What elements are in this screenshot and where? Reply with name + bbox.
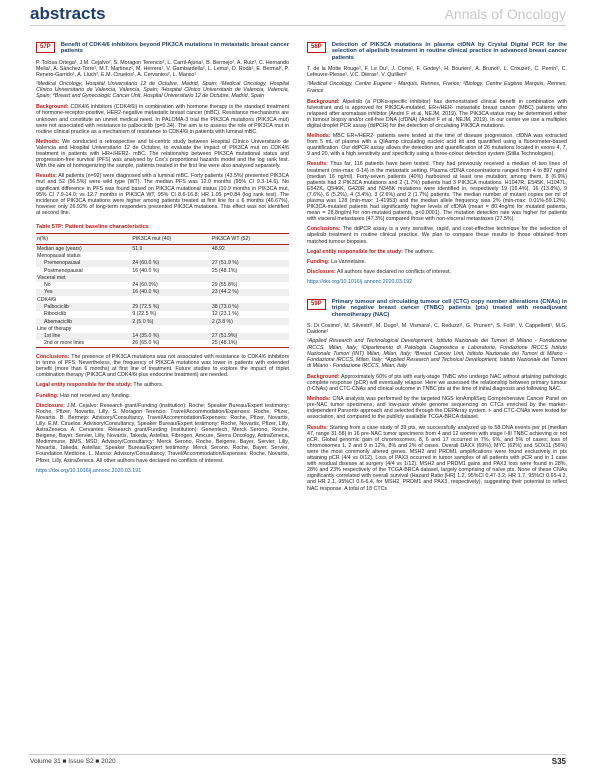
table-row [36, 340, 289, 348]
value-cell [211, 296, 289, 303]
data-table [36, 233, 289, 348]
footer-issue: Issue S2 [68, 758, 94, 765]
doi-link[interactable]: https://doi.org/10.1016/j.annonc.2020.03.192 [307, 278, 413, 285]
funding-text: Has not received any funding. [60, 392, 131, 399]
legal-entity-text: The authors. [133, 382, 164, 389]
methods-label: Methods: [36, 138, 60, 145]
funding [307, 259, 567, 265]
row-label-cell: Menopausal status [37, 253, 81, 260]
conclusions-text: The presence of PIK3CA mutations was not associated with resistance to CDK4/6 inhibitors in terms of PFS. Nevertheless, the frequency of PIK3CA mutations was lower in patients with extended benefit (more than 6 months) at first line of treatment. Future studies to explore the impact of triplet combination therapy (PIK3CA and CDK4/6i plus endocrine treatment) are needed. [36, 354, 289, 379]
legal-entity-text: The authors. [404, 248, 435, 255]
affiliations: ¹Medical Oncology, Centre Eugene - Marquis, Rennes, France; ²Biology, Centre Eugène Marquis, Rennes, France [307, 81, 567, 94]
results-section [36, 173, 289, 216]
table-header-cell: PIK3CA WT (52) [211, 234, 289, 245]
value-cell: 48.92 [211, 245, 289, 253]
value-cell [131, 325, 210, 332]
value-cell: 2 (3.8 %) [211, 318, 289, 325]
abstract-57p-header [36, 42, 289, 55]
disclosure [307, 269, 567, 275]
footer-separator: ■ [95, 758, 100, 765]
value-cell: 38 (73.0 %) [211, 303, 289, 310]
background-text: Approximately 60% of pts with early-stage TNBC who undergo NAC without attaining pathologic complete response (pCR) will eventually relapse. Here we assessed the relationship between primary tumour (t-CNAs) and CTC-CNAs and clinical outcome in TNBC pts at the time of initial diagnosis and following NAC. [307, 373, 567, 393]
section-title: abstracts [30, 4, 106, 23]
table-title: Table 57P: Patient baseline characteristics [36, 223, 149, 230]
table-row [36, 318, 289, 325]
abstract-title: Primary tumour and circulating tumour cell (CTC) copy number alterations (CNAs) in triple negative breast cancer (TNBC) patients (pts) treated with neoadjuvant chemotherapy (NAC) [331, 299, 567, 318]
row-label-cell: Abemaciclib [36, 318, 131, 325]
table-row [36, 282, 289, 289]
row-label-cell: Median age (years) [36, 245, 131, 253]
results-label: Results: [307, 161, 328, 168]
table-row [36, 260, 289, 267]
abstract-58p-header [307, 42, 567, 61]
abstract-id-badge: 57P [36, 42, 55, 53]
funding [36, 393, 289, 399]
value-cell: 27 (51.9%) [211, 333, 289, 340]
value-cell: 24 (60.0%) [132, 282, 158, 289]
background-section [307, 99, 567, 129]
row-label-cell: Postmenopausal [44, 267, 83, 274]
footer-divider [30, 754, 566, 755]
value-cell: 12 (23.1 %) [211, 311, 239, 318]
patient-characteristics-table [36, 224, 289, 348]
disclosure-label: Disclosure: [36, 402, 65, 409]
funding-label: Funding: [36, 392, 59, 399]
value-cell: 23 (44.2 %) [211, 289, 289, 296]
value-cell [211, 252, 289, 259]
value-cell: 51.9 [131, 245, 210, 253]
conclusions-label: Conclusions: [36, 354, 70, 361]
methods-label: Methods: [307, 133, 331, 140]
table-row [36, 252, 289, 259]
author-list: S. Di Cosimo¹, M. Silvestri², M. Dugo³, M. Vismara¹, C. Reduzzi¹, G. Pruneri⁴, S. Folli⁵, V. Cappelletti¹, M.G. Daidone¹ [307, 323, 567, 336]
background-section [307, 374, 567, 392]
disclosure [36, 403, 289, 464]
conclusions-section [307, 226, 567, 244]
table-row [36, 303, 289, 310]
value-cell: 27 (51.9 %) [211, 260, 289, 267]
background-label: Background: [307, 373, 340, 380]
table-row [36, 245, 289, 253]
methods-section [307, 133, 567, 157]
journal-name: Annals of Oncology [444, 6, 566, 22]
background-label: Background: [36, 104, 69, 111]
background-label: Background: [307, 98, 340, 105]
background-text: CDK4/6 inhibitors (CDK4/6i) in combination with hormone therapy is the standard treatment of hormone-receptor-positive, HER2-negative metastatic breast cancer (mBC). Resistance mechanisms are unknown and constitute an unmet medical need. In PALOMA-3 trial the PIK3CA mutations (PIK3CA mut) were not associated with resistance to palbociclib (p=0.34). The aim is to assess the role of PIK3CA mut in routine clinical practice as a mechanism of resistance to CDK4/6i in patients with luminal mBC. [36, 104, 289, 135]
background-section [36, 104, 289, 134]
affiliations: ¹Applied Research and Technological Development, Istituto Nazionale dei Tumori di Milano - Fondazione IRCCS, Milan, Italy; ²Dipartimento di Patologia Diagnostica e Laboratorio, Fondazione IRCCS Istituto Nazionale Tumori (INT) Milan, Milan, Italy; ³Breast Cancer Unit, Istituto Nazionale dei Tumori di Milano - Fondazione IRCCS, Milan, Italy; ⁴Applied Research and Technical Development, Istituto Nazionale dei Tumori di Milano - Fondazione IRCCS, Milan, Italy [307, 338, 567, 369]
abstract-id-badge: 59P [307, 299, 326, 310]
conclusions-label: Conclusions: [307, 226, 341, 233]
value-cell: 26 (65.0 %) [131, 340, 210, 348]
results-text: All patients (n=92) were diagnosed with a luminal mBC. Forty patients (43.5%) presented PIK3CA mut and 52 (56.5%) were wild type (WT). The median PFS was 12.0 months (95% CI 9.3-14.6). No significant difference in PFS was found based on PIK3CA mutational status (10.9 months in PIK3CA mut, 95% CI 7.9-14.0; vs 12.7 months in PIK3CA WT, 95% CI 8.6-16.8; HR 1.05 p=0.84 (log rank test). The incidence of PIK3CA mutations were higher among patients treated at first line for ≤ 6 months (46.67%), however only 26.92% of long-term responders presented PIK3CA mutations. This effect was not identified at second line. [36, 173, 289, 216]
conclusions-section [36, 354, 289, 378]
footer-citation [30, 758, 116, 765]
value-cell: 9 (22.5 %) [132, 311, 157, 318]
value-cell [131, 296, 210, 303]
value-cell: 16 (40.0 %) [132, 267, 160, 274]
table-row [36, 325, 289, 332]
table-header-cell: PIK3CA mut (40) [131, 234, 210, 245]
methods-text: CNA analysis was performed by the targeted NGS IonAmpliSeq Comprehensive Cancer Panel on pre-NAC tumor specimens, and low-pass whole genome sequencing on CTCs enriched by the marker-independent Parsortix approach and selected through the DEPArray system. t- and CTC-CNAs were tested for association, and compared to the publicly available TCGA-BRCA dataset. [307, 396, 567, 421]
value-cell [211, 325, 289, 332]
affiliations: ¹Medical Oncology, Hospital Universitario 12 de Octubre, Madrid, Spain; ²Medical Oncology, Hospital Clínico Universitario de Valencia, Valencia, Spain; ³Hospital Clínico Universitario de Valencia, Valencia, Spain; ⁴Breast and Gynecologic Cancer Unit, Hospital Universitario 12 de Octubre, Madrid, Spain [36, 81, 289, 100]
funding-text: La Vannetaise. [331, 258, 367, 265]
table-row [36, 296, 289, 303]
right-column [307, 42, 567, 496]
funding-label: Funding: [307, 258, 330, 265]
footer-year: 2020 [101, 758, 116, 765]
methods-text: We conducted a retrospective and bi-centric study between Hospital Clínico Universitario de Valencia and Hospital Universitario 12 de Octubre, to evaluate the impact of PIK3CA mut on CDK4/6 treatment in patients with HR+/HER2- mBC. The relationship between PIK3CA mutational status and progression-free survival (PFS) was analysed by Cox's proportional hazards model and the log rank test. With the aim of homogenizing the sample, patients treated in the first line were also analysed separately. [36, 138, 289, 170]
legal-entity-label: Legal entity responsible for the study: [307, 248, 403, 255]
legal-entity [36, 382, 289, 388]
row-label-cell: Palbociclib [36, 303, 131, 310]
doi-link[interactable]: https://doi.org/10.1016/j.annonc.2020.03.191 [36, 467, 142, 474]
background-text: Alpelisib (a PI3Kα-specific inhibitor) has demonstrated clinical benefit in combination with fulvestrant and is approved for PIK3CA-mutated, ER+/HER- metastatic breast cancer (MBC) patients who relapsed after aromatase inhibitor (André F et al, NEJM, 2019). The PIK3CA status may be determined either in tumour biopsy and/or cell-free DNA (cfDNA) (André F et al, NEJM, 2019). In our center we use a multiplex digital droplet PCR assay (ddPCR) for the detection of circulating PIK3CA mutations. [307, 98, 567, 129]
author-list: T. de la Motte Rouge¹, F. Le Du¹, J. Corre¹, F. Godey¹, H. Bourien¹, A. Brunot¹, L. Crouzet¹, C. Perrin¹, C. Lefeuvre-Plesse¹, V.C. Diéras¹, V. Quillien² [307, 66, 567, 79]
value-cell: 24 (60.0 %) [131, 260, 210, 267]
row-label-cell: Premenopausal [36, 260, 131, 267]
abstract-59p-header [307, 299, 567, 318]
disclosure-text: J.M. Cejalvo: Research grant/Funding (institution): Roche; Speaker Bureau/Expert testimony: Roche, Pfizer, Novartis, Lilly. S. Moragon Terencio: Travel/Accommodation/Expenses: Roche, Pfizer, Novartis. B. Bermejo: Advisory/Consultancy, Travel/Accommodation/Expenses: Roche, Pfizer, Novartis, Lilly. E.M. Ciruelos: Advisory/Consultancy, Speaker Bureau/Expert testimony: Roche, Novartis, Pfizer, Lilly, AstraZeneca. A. Cervantes: Research grant/Funding (institution): Genentech, Merck Serono, Roche, Beigene, Bayer, Servier, Lilly, Novartis, Takeda, Astellas, Fibrogen, Amcure, Sierra Oncology, AstraZeneca, Medimmune, BMS, MSD; Advisory/Consultancy: Merck Serono, Roche, Beigene, Bayer, Servier, Lilly, Novartis, Takeda, Astellas; Speaker Bureau/Expert testimony: Merck Serono, Roche, Bayer, Servier, Foundation Medicine. L. Manso: Advisory/Consultancy, Travel/Accommodation/Expenses: Roche, Novartis, Pfizer, Lilly, AstraZeneca. All other authors have declared no conflicts of interest. [36, 402, 289, 464]
row-label-cell: CDK4/6i [37, 296, 57, 303]
value-cell [131, 274, 210, 281]
results-section [307, 161, 567, 222]
disclosure-text: All authors have declared no conflicts of interest. [337, 268, 451, 275]
value-cell: 29 (72.5 %) [131, 303, 210, 310]
footer-volume: Volume 31 [30, 758, 61, 765]
left-column [36, 42, 289, 482]
table-header-row [36, 234, 289, 245]
footer-separator: ■ [62, 758, 67, 765]
row-label-cell: 2nd or more lines [36, 340, 131, 348]
value-cell: 2 (5.0 %) [131, 318, 210, 325]
legal-entity-label: Legal entity responsible for the study: [36, 382, 132, 389]
table-row [36, 311, 289, 318]
row-label-cell: Ribociclib [44, 311, 67, 318]
results-label: Results: [307, 424, 328, 431]
disclosure-label: Disclosure: [307, 268, 336, 275]
page-number: S35 [551, 757, 566, 766]
abstract-title: Benefit of CDK4/6 inhibitors beyond PIK3CA mutations in metastatic breast cancer patients [60, 42, 289, 55]
abstract-title: Detection of PIK3CA mutations in plasma ctDNA by Crystal Digital PCR for the selection of alpelisib treatment in routine clinical practice in advanced breast cancer patients [331, 42, 567, 61]
value-cell: 29 (55.8%) [211, 282, 238, 289]
table-row [36, 274, 289, 281]
table-row [36, 289, 289, 296]
methods-text: MBC ER+/HER2- patients were tested at the time of disease progression. cfDNA was extracted from 5 mL of plasma with a QIAamp circulating nucleic acid kit and quantified using a fluorometer-based quantification. Our ddPCR assay allows the detection and quantification of 26 mutations located in exons 4, 7, 9 and 20, with a high sensitivity and specificity using a three-colour detection system (Stilla Technologies). [307, 133, 567, 158]
methods-section [307, 396, 567, 420]
abstract-id-badge: 58P [307, 42, 326, 53]
value-cell: 14 (35.0 %) [131, 333, 210, 340]
methods-section [36, 139, 289, 169]
author-list: P. Tolosa Ortega¹, J.M. Cejalvo², S. Moragon Terencio², L. Carril-Ajuria¹, B. Bermejo², A. Ruiz³, C. Hernando Melia², A. Sánchez-Torre¹, M.T. Martinez², M. Herrera¹, V. Gambardella², L. Lema¹, D. Rodà², E. Bermal², P. Renero-Garrido¹, A. Lluch², E.M. Ciruelos¹, A. Cervantes², L. Manso¹ [36, 59, 289, 78]
row-label-cell: Line of therapy [37, 325, 72, 332]
legal-entity [307, 249, 567, 255]
row-label-cell: Visceral met [36, 274, 131, 281]
results-text: Starting from a case study of 39 pts, we successfully analyzed up to 58 DNA events per pt (median 47, range 31-58) in 16 pre-NAC tumor specimens from 4 and 12 women with stage I-III TNBC achieving or not pCR. Global genomic gain of chromosomes, 8, 6 and 17 occurred in 7%, 6%, and 5% of cases; loss of chromosomes 1, 2 and 9 in 12%, 8% and 2% of cases. Overall DAXX (69%), MYC (62%) and SOX11 (56%) were the most commonly altered genes. MSH2 and PRDM1 amplifications were found exclusively in pts attaining pCR (4/4 vs 0/12). Loss of PAX3 occurred in tumor samples of all patients with pCR and in 1 case with residual disease at surgery (4/4 vs 1/12). MSH2 and PRDM1 gains and PAX3 loss were found in 28%, 28% and 23% respectively of the TCGA-BRCA dataset, largely comprising of naïve pts. None of these CNAs significantly correlated with overall survival (Hazard Ratio [HR] 1.2, 95%CI 0.47-3.2; HR 1.7, 95%CI 0.65-4.2, and HR 2.1, 95%CI 0.6-6.4, for MSH2, PRDM1 and PAX3, respectively), suggesting their potential to reflect NAC response. A total of 18 CTCs [307, 424, 567, 492]
row-label-cell: No [44, 282, 51, 289]
conclusions-text: The ddPCR assay is a very sensitive, rapid, and cost-effective technique for the selection of alpelisib treatment in routine clinical practice. We plan to compare these results to those obtained from matched tumour biopsies. [307, 226, 567, 245]
value-cell: 16 (40.0 %) [131, 289, 210, 296]
table-row [36, 267, 289, 274]
row-label-cell: 1st line [36, 333, 131, 340]
results-section [307, 425, 567, 492]
row-label-cell: Yes [36, 289, 131, 296]
table-row [36, 333, 289, 340]
value-cell: 25 (48.1%) [211, 267, 238, 274]
value-cell [131, 252, 210, 259]
value-cell [211, 274, 289, 281]
results-label: Results: [36, 173, 57, 180]
header-divider [30, 25, 566, 26]
value-cell: 25 (48.1%) [211, 340, 289, 348]
results-text: Thus far, 116 patients have been tested. They had previously received a median of two lines of treatment (min-max: 0-14) in the metastatic setting. Plasma cfDNA concentrations ranged from 4 to 897 ng/ml (median 16 ng/ml). Forty-seven patients (40%) harboured at least one mutation; among them, 8 (6.9%) patients had 2 PIK3CA mutations and 2 (1.7%) patients had 3 PIK3CA mutations. H1047R, E545K, H1047L, E542K, Q546K, G420R and N345K mutations were identified in, respectively 19 (16.4%), 16 (13.8%), 9 (7.6%), 6 (5.2%), 4 (3.4%), 3 (2.6%) and 2 (1.7%) patients. The median number of mutant copies per ml of plasma was 128 (min-max: 1-41953) and the median allele frequency was 2% (min-max: 0.01%-59.12%). PIK3CA-mutated patients had significantly higher levels of cfDNA (mean = 80.4ng/ml for mutated patients, mean = 28.8ng/ml for non-mutated patients, p<0.0001). The mutation detection rate was higher for patients with visceral metastases (47.3%) compared those with non-visceral metastases (27.5%). [307, 161, 567, 223]
methods-label: Methods: [307, 396, 331, 403]
table-header-cell: n(%) [36, 234, 131, 245]
